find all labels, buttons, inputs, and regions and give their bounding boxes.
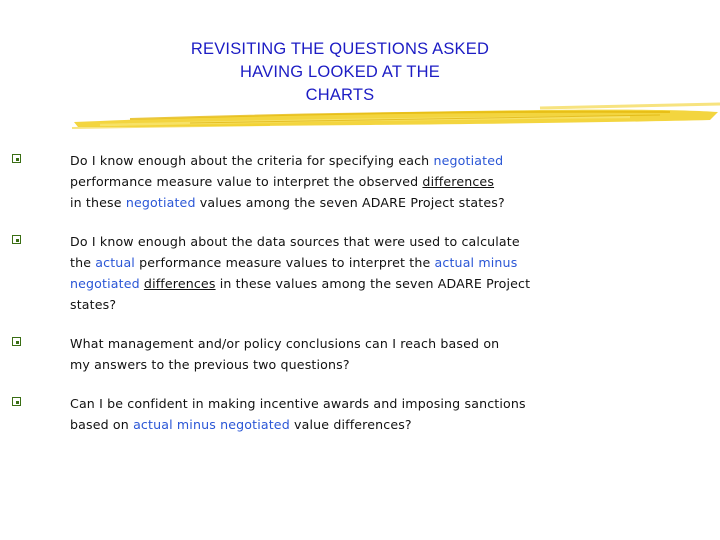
text-segment: in these xyxy=(70,195,126,210)
bullet-line xyxy=(70,393,680,414)
highlight-term: actual minus negotiated xyxy=(133,417,290,432)
square-bullet-icon xyxy=(12,154,21,163)
square-bullet-icon xyxy=(12,397,21,406)
text-segment: Can I be confident in making incentive awards and imposing sanctions xyxy=(70,396,526,411)
text-segment: What management and/or policy conclusions can I reach based on xyxy=(70,336,500,351)
bullet-line xyxy=(70,192,680,213)
text-segment: value differences? xyxy=(289,417,412,432)
brush-stroke-underline xyxy=(70,100,720,132)
square-bullet-icon xyxy=(12,337,21,346)
slide-title xyxy=(120,38,560,107)
bullet-text xyxy=(70,150,680,213)
text-segment: states? xyxy=(70,297,117,312)
text-segment: based on xyxy=(70,417,134,432)
text-segment: performance measure values to interpret the xyxy=(134,255,435,270)
title-line-2: HAVING LOOKED AT THE xyxy=(240,63,440,81)
title-line-1: REVISITING THE QUESTIONS ASKED xyxy=(190,40,490,58)
text-segment: values among the seven ADARE Project states? xyxy=(195,195,505,210)
bullet-line xyxy=(70,150,680,171)
bullet-line xyxy=(70,252,680,273)
bullet-line xyxy=(70,294,680,315)
highlight-term: negotiated xyxy=(433,153,504,168)
underlined-term: differences xyxy=(422,174,495,189)
bullet-line xyxy=(70,273,680,294)
text-segment: Do I know enough about the criteria for specifying each xyxy=(70,153,434,168)
bullet-line xyxy=(70,333,680,354)
text-segment: my answers to the previous two questions? xyxy=(70,357,350,372)
highlight-term: negotiated xyxy=(70,276,140,291)
text-segment: the xyxy=(70,255,96,270)
underlined-term: differences xyxy=(143,276,216,291)
bullet-text xyxy=(70,231,680,315)
square-bullet-icon xyxy=(12,235,21,244)
bullet-line xyxy=(70,354,680,375)
bullet-line xyxy=(70,171,680,192)
text-segment: Do I know enough about the data sources that were used to calculate xyxy=(70,234,520,249)
text-segment: performance measure value to interpret the observed xyxy=(70,174,423,189)
highlight-term: actual xyxy=(95,255,135,270)
text-segment: in these values among the seven ADARE Project xyxy=(215,276,531,291)
highlight-term: negotiated xyxy=(125,195,196,210)
bullet-line xyxy=(70,231,680,252)
highlight-term: actual minus xyxy=(434,255,518,270)
bullet-line xyxy=(70,414,680,435)
title-line-3: CHARTS xyxy=(305,86,375,104)
bullet-text xyxy=(70,393,680,435)
bullet-text xyxy=(70,333,680,375)
